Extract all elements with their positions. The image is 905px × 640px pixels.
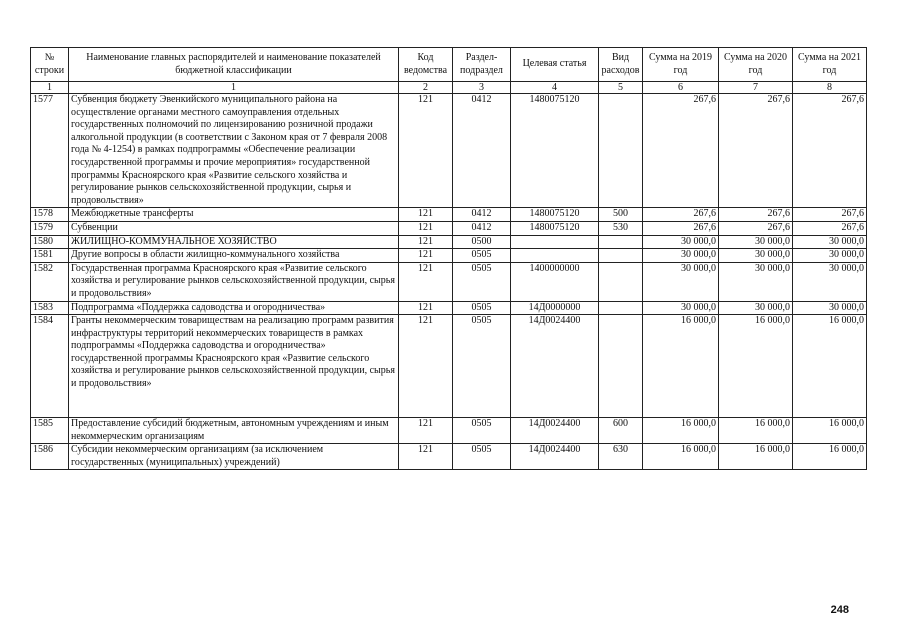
- page-number: 248: [830, 604, 849, 616]
- row-expense-type: [599, 94, 643, 208]
- row-sum-2020: 16 000,0: [719, 315, 793, 418]
- row-dept-code: 121: [399, 235, 453, 249]
- row-expense-type: [599, 249, 643, 263]
- row-dept-code: 121: [399, 315, 453, 418]
- row-target: 1480075120: [511, 221, 599, 235]
- column-number: 3: [453, 82, 511, 94]
- row-sum-2020: 30 000,0: [719, 235, 793, 249]
- row-target: 1400000000: [511, 262, 599, 301]
- row-name: Гранты некоммерческим товариществам на реализацию программ развития инфраструктуры территорий некоммерческих товариществ в рамках подпрограммы «Поддержка садоводства и огородничества» государственной программы Красноярского края «Развитие сельского хозяйства и регулирование рынков сельскохозяйственной продукции, сырья и продовольствия»: [69, 315, 399, 418]
- table-row: [31, 235, 867, 249]
- row-section: 0505: [453, 315, 511, 418]
- row-sum-2019: 30 000,0: [643, 301, 719, 315]
- row-sum-2020: 16 000,0: [719, 418, 793, 444]
- row-section: 0500: [453, 235, 511, 249]
- column-number: 5: [599, 82, 643, 94]
- budget-table: [30, 47, 867, 470]
- row-expense-type: 500: [599, 208, 643, 222]
- table-row: [31, 208, 867, 222]
- header-sum-2019: Сумма на 2019 год: [643, 48, 719, 82]
- header-sum-2021: Сумма на 2021 год: [793, 48, 867, 82]
- row-section: 0505: [453, 301, 511, 315]
- row-expense-type: 530: [599, 221, 643, 235]
- row-section: 0412: [453, 94, 511, 208]
- row-dept-code: 121: [399, 301, 453, 315]
- row-sum-2021: 16 000,0: [793, 444, 867, 470]
- row-dept-code: 121: [399, 418, 453, 444]
- row-expense-type: [599, 301, 643, 315]
- column-number: 8: [793, 82, 867, 94]
- table-row: [31, 94, 867, 208]
- row-target: 14Д0024400: [511, 444, 599, 470]
- column-number: 2: [399, 82, 453, 94]
- row-target: [511, 235, 599, 249]
- column-number-row: [31, 82, 867, 94]
- row-sum-2020: 30 000,0: [719, 249, 793, 263]
- column-number: 4: [511, 82, 599, 94]
- table-row: [31, 444, 867, 470]
- table-row: [31, 315, 867, 418]
- row-sum-2019: 16 000,0: [643, 315, 719, 418]
- row-expense-type: [599, 262, 643, 301]
- row-sum-2020: 30 000,0: [719, 262, 793, 301]
- row-target: 14Д0024400: [511, 315, 599, 418]
- header-name: Наименование главных распорядителей и наименование показателей бюджетной классификации: [69, 48, 399, 82]
- row-name: ЖИЛИЩНО-КОММУНАЛЬНОЕ ХОЗЯЙСТВО: [69, 235, 399, 249]
- row-sum-2021: 267,6: [793, 94, 867, 208]
- header-section: Раздел-подраздел: [453, 48, 511, 82]
- row-sum-2019: 30 000,0: [643, 235, 719, 249]
- row-number: 1579: [31, 221, 69, 235]
- row-name: Подпрограмма «Поддержка садоводства и огородничества»: [69, 301, 399, 315]
- row-sum-2020: 267,6: [719, 94, 793, 208]
- row-sum-2021: 267,6: [793, 208, 867, 222]
- row-sum-2021: 30 000,0: [793, 249, 867, 263]
- row-section: 0412: [453, 208, 511, 222]
- row-number: 1582: [31, 262, 69, 301]
- row-sum-2021: 16 000,0: [793, 315, 867, 418]
- row-sum-2020: 30 000,0: [719, 301, 793, 315]
- header-row-no: № строки: [31, 48, 69, 82]
- row-number: 1577: [31, 94, 69, 208]
- row-dept-code: 121: [399, 262, 453, 301]
- row-sum-2021: 30 000,0: [793, 235, 867, 249]
- row-sum-2021: 267,6: [793, 221, 867, 235]
- row-sum-2020: 267,6: [719, 221, 793, 235]
- row-expense-type: 630: [599, 444, 643, 470]
- row-sum-2021: 30 000,0: [793, 262, 867, 301]
- row-section: 0412: [453, 221, 511, 235]
- column-number: 7: [719, 82, 793, 94]
- table-row: [31, 262, 867, 301]
- column-number: 6: [643, 82, 719, 94]
- row-expense-type: 600: [599, 418, 643, 444]
- row-section: 0505: [453, 418, 511, 444]
- row-name: Субвенции: [69, 221, 399, 235]
- row-number: 1580: [31, 235, 69, 249]
- header-dept-code: Код ведомства: [399, 48, 453, 82]
- row-expense-type: [599, 235, 643, 249]
- row-name: Субвенция бюджету Эвенкийского муниципального района на осуществление органами местного самоуправления отдельных государственных полномочий по лицензированию розничной продажи алкогольной продукции (в соответствии с Законом края от 7 февраля 2008 года № 4-1254) в рамках подпрограммы «Обеспечение реализации государственной программы и прочие мероприятия» государственной программы Красноярского края «Развитие сельского хозяйства и регулирование рынков сельскохозяйственной продукции, сырья и продовольствия»: [69, 94, 399, 208]
- row-sum-2019: 267,6: [643, 94, 719, 208]
- row-sum-2019: 30 000,0: [643, 249, 719, 263]
- row-target: 14Д0024400: [511, 418, 599, 444]
- row-target: 1480075120: [511, 94, 599, 208]
- row-name: Государственная программа Красноярского края «Развитие сельского хозяйства и регулирование рынков сельскохозяйственной продукции, сырья и продовольствия»: [69, 262, 399, 301]
- row-number: 1586: [31, 444, 69, 470]
- row-name: Другие вопросы в области жилищно-коммунального хозяйства: [69, 249, 399, 263]
- header-row: [31, 48, 867, 82]
- row-sum-2020: 267,6: [719, 208, 793, 222]
- row-target: [511, 249, 599, 263]
- row-section: 0505: [453, 444, 511, 470]
- column-number: 1: [69, 82, 399, 94]
- row-name: Предоставление субсидий бюджетным, автономным учреждениям и иным некоммерческим организациям: [69, 418, 399, 444]
- row-name: Межбюджетные трансферты: [69, 208, 399, 222]
- row-number: 1584: [31, 315, 69, 418]
- row-section: 0505: [453, 249, 511, 263]
- row-number: 1585: [31, 418, 69, 444]
- row-sum-2019: 16 000,0: [643, 444, 719, 470]
- row-dept-code: 121: [399, 208, 453, 222]
- row-sum-2019: 16 000,0: [643, 418, 719, 444]
- row-sum-2020: 16 000,0: [719, 444, 793, 470]
- header-target: Целевая статья: [511, 48, 599, 82]
- table-row: [31, 249, 867, 263]
- header-sum-2020: Сумма на 2020 год: [719, 48, 793, 82]
- row-sum-2021: 16 000,0: [793, 418, 867, 444]
- row-expense-type: [599, 315, 643, 418]
- row-dept-code: 121: [399, 94, 453, 208]
- row-dept-code: 121: [399, 249, 453, 263]
- row-section: 0505: [453, 262, 511, 301]
- header-expense-type: Вид расходов: [599, 48, 643, 82]
- row-target: 1480075120: [511, 208, 599, 222]
- table-row: [31, 301, 867, 315]
- row-dept-code: 121: [399, 221, 453, 235]
- row-number: 1583: [31, 301, 69, 315]
- row-sum-2019: 267,6: [643, 221, 719, 235]
- table-row: [31, 221, 867, 235]
- row-sum-2019: 30 000,0: [643, 262, 719, 301]
- row-sum-2021: 30 000,0: [793, 301, 867, 315]
- row-target: 14Д0000000: [511, 301, 599, 315]
- table-row: [31, 418, 867, 444]
- row-dept-code: 121: [399, 444, 453, 470]
- column-number: 1: [31, 82, 69, 94]
- row-number: 1578: [31, 208, 69, 222]
- row-name: Субсидии некоммерческим организациям (за исключением государственных (муниципальных) учреждений): [69, 444, 399, 470]
- row-sum-2019: 267,6: [643, 208, 719, 222]
- row-number: 1581: [31, 249, 69, 263]
